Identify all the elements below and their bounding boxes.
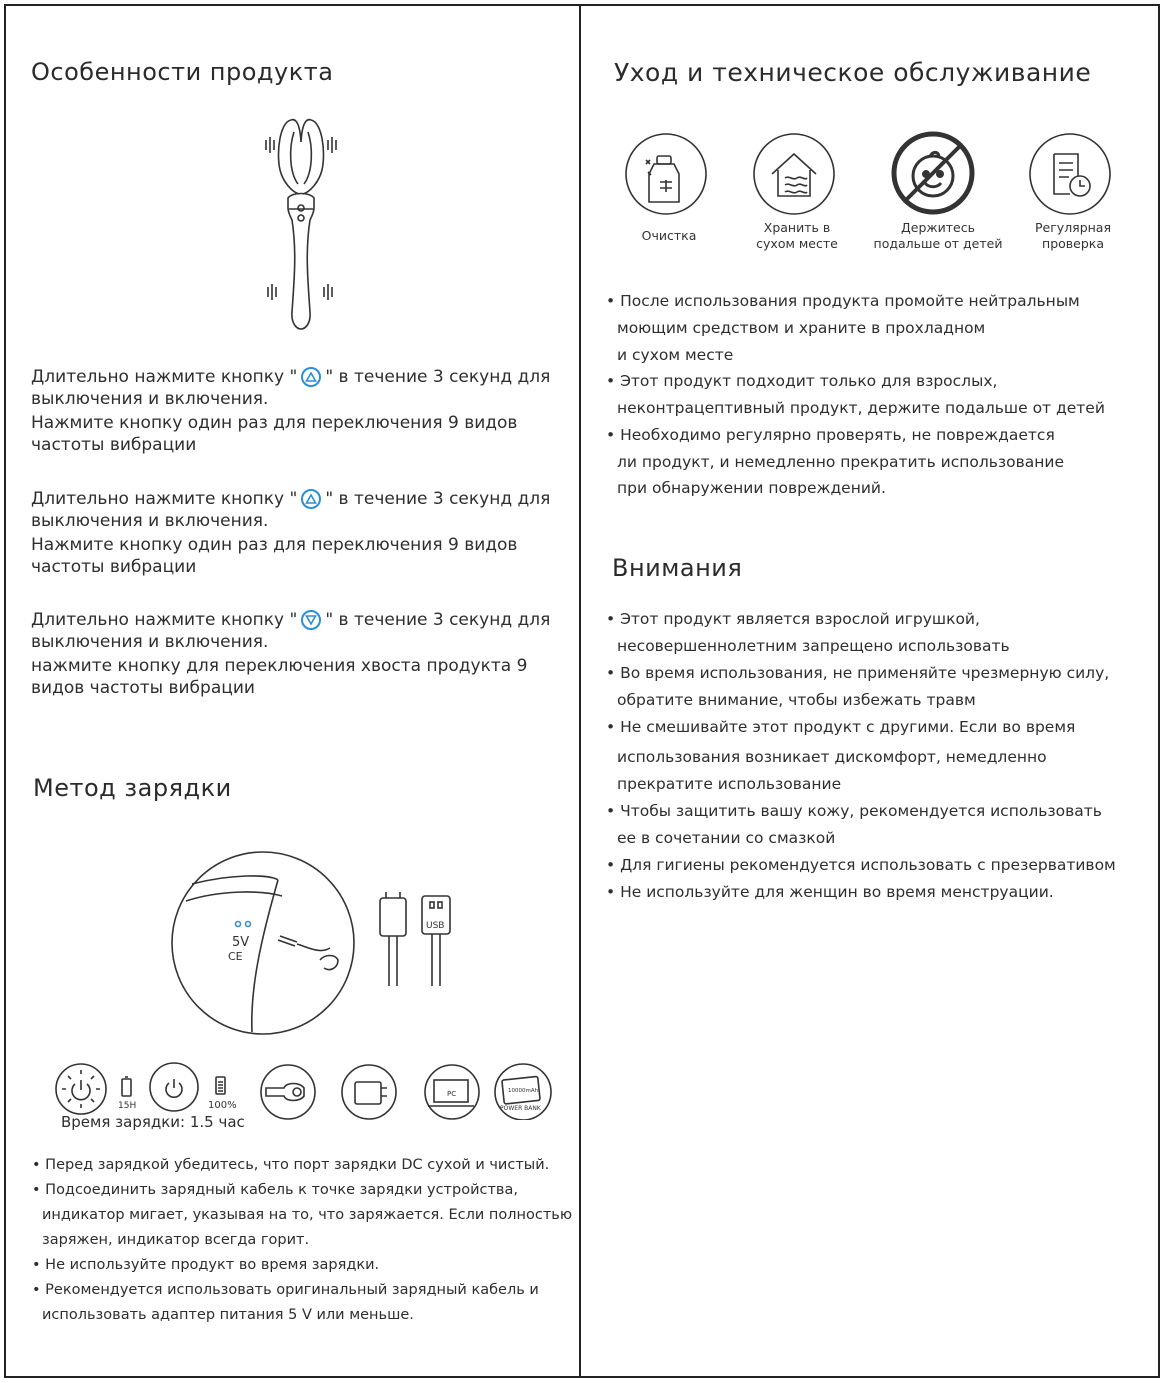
attention-title: Внимания — [612, 554, 743, 582]
charging-title: Метод зарядки — [33, 774, 232, 802]
button-instruction-1: Длительно нажмите кнопку " " в течение 3 секунд для выключения и включения. Нажмите кнопку один раз для переключения 9 видов частоты вибрации — [31, 367, 551, 455]
triangle-down-icon — [301, 610, 321, 630]
care-title: Уход и техническое обслуживание — [614, 58, 1092, 87]
keep-away-children-icon — [890, 130, 976, 216]
features-title: Особенности продукта — [31, 58, 334, 86]
charge-time-text: Время зарядки: 1.5 час — [61, 1113, 245, 1131]
care-caption-dry: Хранить в сухом месте — [756, 220, 838, 251]
triangle-up-icon — [301, 489, 321, 509]
triangle-up-icon — [301, 367, 321, 387]
button-instruction-3: Длительно нажмите кнопку " " в течение 3 секунд для выключения и включения. нажмите кнопку для переключения хвоста продукта 9 видов частоты вибрации — [31, 610, 551, 698]
cleaning-icon — [624, 132, 708, 216]
button-instruction-2: Длительно нажмите кнопку " " в течение 3 секунд для выключения и включения. Нажмите кнопку один раз для переключения 9 видов частоты вибрации — [31, 489, 551, 577]
care-caption-check: Регулярная проверка — [1035, 220, 1111, 251]
svg-text:USB: USB — [426, 921, 445, 931]
care-caption-cleaning: Очистка — [641, 228, 697, 243]
svg-text:15H: 15H — [118, 1101, 137, 1111]
device-voltage-label: 5V — [232, 935, 250, 950]
regular-check-icon — [1028, 132, 1112, 216]
svg-text:PC: PC — [447, 1090, 457, 1098]
adapter-icon — [372, 888, 412, 988]
house-dry-icon — [752, 132, 836, 216]
svg-text:100%: 100% — [208, 1100, 237, 1111]
charging-indicator-row — [52, 1062, 562, 1120]
ce-mark: CE — [228, 950, 243, 963]
svg-text:10000mAh: 10000mAh — [508, 1088, 539, 1094]
svg-text:POWER BANK: POWER BANK — [500, 1105, 541, 1112]
product-illustration — [258, 112, 344, 334]
care-caption-children: Держитесь подальше от детей — [873, 220, 1003, 251]
charging-port-illustration — [170, 836, 360, 1056]
column-divider — [579, 4, 581, 1378]
usb-plug-icon — [418, 890, 454, 990]
